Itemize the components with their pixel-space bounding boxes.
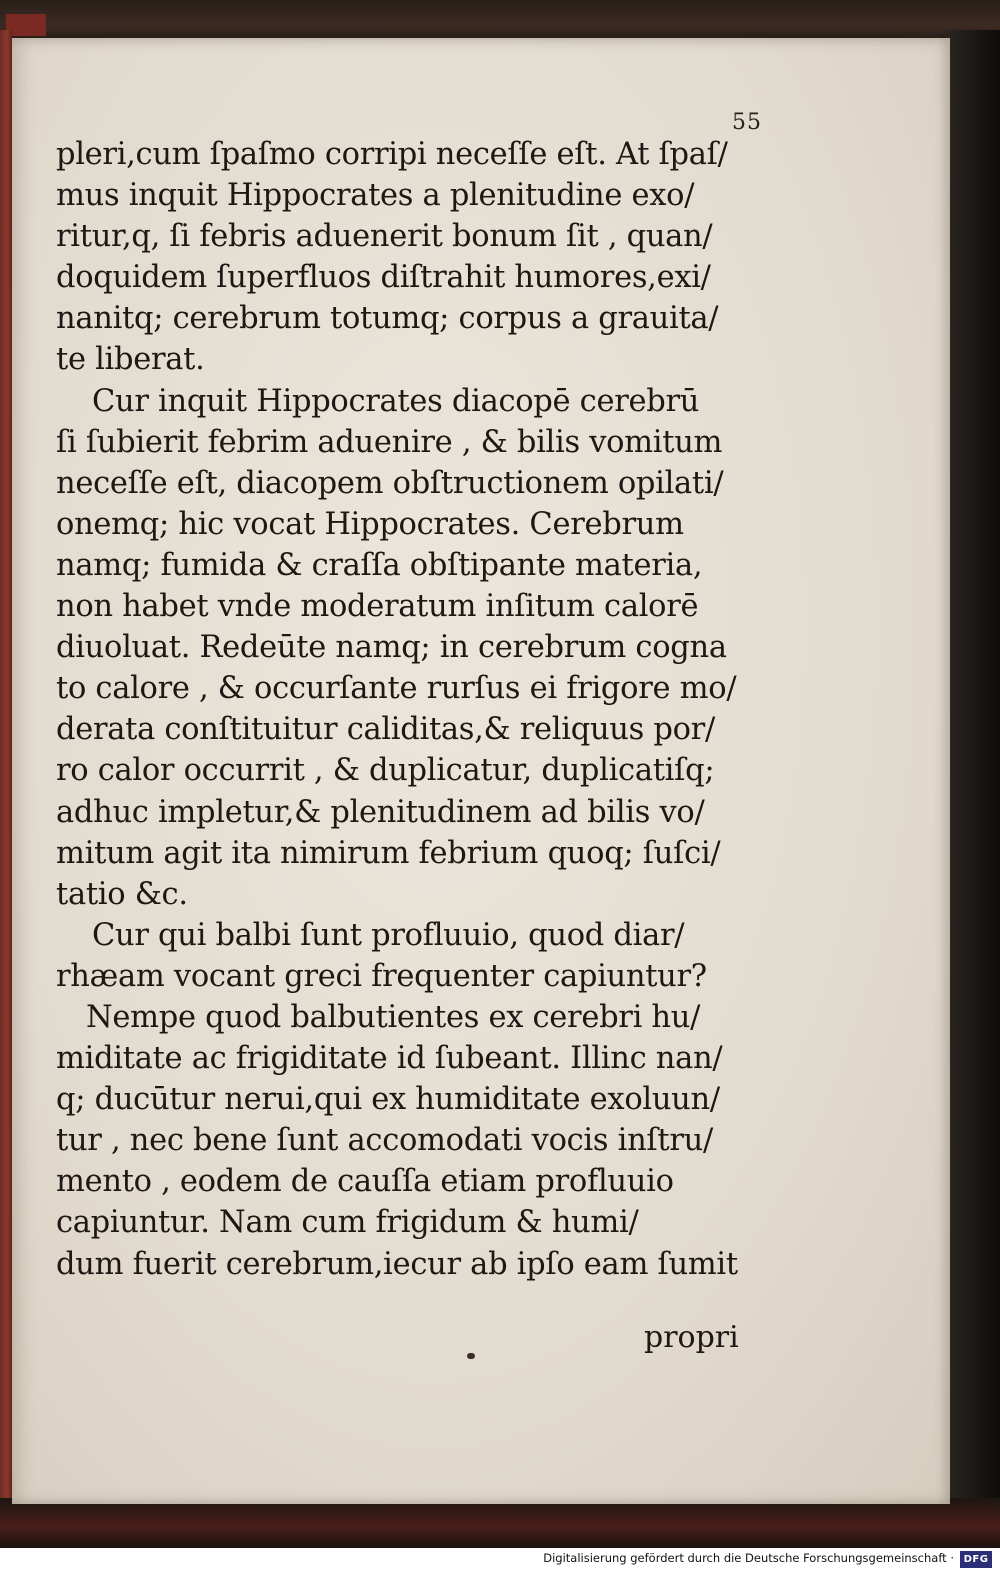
text-block [56,134,776,1285]
text-line: namq; fumida & craſſa obſtipante materia, [56,547,703,583]
text-line: onemq; hic vocat Hippocrates. Cerebrum [56,506,684,542]
text-line: ro calor occurrit , & duplicatur, duplicatiſq; [56,753,715,789]
text-line: pleri,cum ſpaſmo corripi neceſſe eſt. At ſpaſ/ [56,137,728,172]
text-line: rhæam vocant greci frequenter capiuntur? [56,958,707,994]
text-line: adhuc impletur,& plenitudinem ad bilis vo/ [56,794,705,830]
ink-mark [467,1353,475,1359]
text-line: q; ducūtur nerui,qui ex humiditate exoluun/ [56,1082,720,1118]
binding-red-strip [6,14,46,36]
text-line: Nempe quod balbutientes ex cerebri hu/ [86,999,701,1035]
footer-credit: Digitalisierung gefördert durch die Deutsche Forschungsgemeinschaft · [543,1551,954,1565]
catchword: propri [644,1320,739,1355]
text-line: non habet vnde moderatum inſitum calorē [56,589,699,625]
book-gutter-right [950,30,1000,1520]
page-scan [12,38,950,1504]
dfg-logo-text: DFG [963,1554,989,1565]
text-line: mento , eodem de cauſſa etiam profluuio [56,1164,674,1200]
text-line: neceſſe eſt, diacopem obſtructionem opilati/ [56,465,724,501]
text-line: diuoluat. Redeūte namq; in cerebrum cogna [56,630,727,666]
book-edge-bottom [0,1498,1000,1548]
text-line: Cur inquit Hippocrates diacopē cerebrū [92,383,700,419]
text-line: miditate ac frigiditate id ſubeant. Illinc nan/ [56,1041,723,1077]
text-line: mitum agit ita nimirum febrium quoq; ſuſci/ [56,835,721,871]
text-line: to calore , & occurſante rurſus ei frigore mo/ [56,671,737,707]
text-line: dum fuerit cerebrum,iecur ab ipſo eam ſumit [56,1246,738,1282]
text-line: tatio &c. [56,876,188,912]
text-line: capiuntur. Nam cum frigidum & humi/ [56,1205,639,1241]
dfg-logo-icon [960,1551,992,1568]
text-line: nanitq; cerebrum totumq; corpus a grauita/ [56,301,719,337]
text-line: ritur,q, ſi febris aduenerit bonum ſit , quan/ [56,219,713,255]
text-line: derata conſtituitur caliditas,& reliquus por/ [56,712,715,748]
text-line: doquidem ſuperfluos diſtrahit humores,exi/ [56,260,711,296]
text-line: mus inquit Hippocrates a plenitudine exo/ [56,178,695,214]
text-line: tur , nec bene ſunt accomodati vocis inſtru/ [56,1123,713,1159]
page-number: 55 [732,110,762,135]
book-edge-left [0,30,12,1520]
text-line: ſi ſubierit febrim aduenire , & bilis vomitum [56,424,723,460]
text-line: te liberat. [56,342,205,378]
text-line: Cur qui balbi ſunt profluuio, quod diar/ [92,917,685,953]
